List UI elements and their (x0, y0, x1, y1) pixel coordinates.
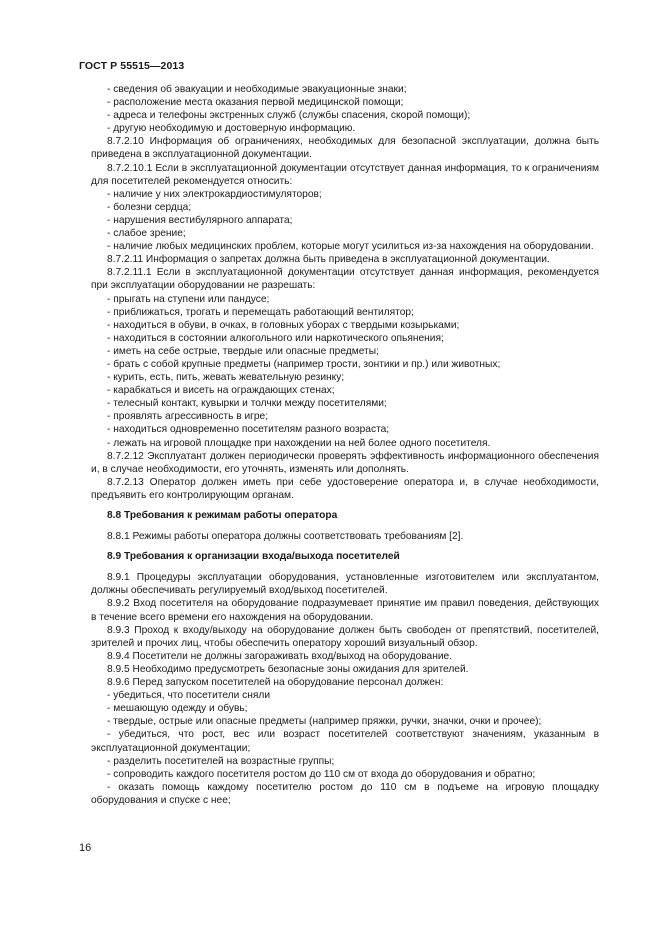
list-item: - наличие у них электрокардиостимуляторов; (107, 188, 322, 200)
section-heading: 8.9 Требования к организации входа/выхода посетителей (107, 551, 400, 563)
paragraph: 8.8.1 Режимы работы оператора должны соответствовать требованиям [2]. (107, 531, 464, 543)
list-item: - мешающую одежду и обувь; (107, 703, 248, 715)
list-item: - проявлять агрессивность в игре; (107, 411, 269, 423)
list-item: - другую необходимую и достоверную информацию. (107, 123, 356, 135)
list-item: - оказать помощь каждому посетителю ростом до 110 см в подъеме на игровую площадку оборудования и спуске с нее; (91, 781, 599, 806)
list-item: - сопроводить каждого посетителя ростом до 110 см от входа до оборудования и обратно; (107, 768, 536, 780)
list-item: - сведения об эвакуации и необходимые эвакуационные знаки; (107, 84, 407, 95)
paragraph: 8.7.2.10 Информация об ограничениях, необходимых для безопасной эксплуатации, должна быть приведена в эксплуатационной документации. (91, 136, 599, 161)
list-item: - наличие любых медицинских проблем, которые могут усилиться из-за нахождения на оборудовании. (107, 241, 594, 253)
paragraph: 8.9.2 Вход посетителя на оборудование подразумевает принятие им правил поведения, действующих в течение всего времени его нахождения на оборудовании. (91, 598, 599, 623)
list-item: - прыгать на ступени или пандусе; (107, 293, 270, 305)
paragraph: 8.7.2.10.1 Если в эксплуатационной документации отсутствует данная информация, то к ограничениям для посетителей рекомендуется относить: (91, 162, 599, 187)
list-item: - находиться в состоянии алкогольного или наркотического опьянения; (107, 332, 444, 344)
document-body (91, 83, 599, 807)
list-item: - иметь на себе острые, твердые или опасные предметы; (107, 345, 379, 357)
list-item: - адреса и телефоны экстренных служб (службы спасения, скорой помощи); (107, 110, 471, 122)
paragraph: 8.7.2.13 Оператор должен иметь при себе удостоверение оператора и, в случае необходимости, предъявить его контролирующим органам. (91, 476, 599, 501)
paragraph: 8.9.1 Процедуры эксплуатации оборудования, установленные изготовителем или эксплуатантом, должны обеспечивать регулируемый вход/выход посетителей. (91, 572, 599, 597)
list-item: - убедиться, что посетители сняли (107, 690, 271, 702)
paragraph: 8.9.4 Посетители не должны загораживать вход/выход на оборудование. (107, 650, 453, 662)
list-item: - расположение места оказания первой медицинской помощи; (107, 97, 404, 109)
page-number: 16 (79, 842, 92, 854)
list-item: - нарушения вестибулярного аппарата; (107, 214, 293, 226)
list-item: - брать с собой крупные предметы (например трости, зонтики и пр.) или животных; (107, 358, 501, 370)
list-item: - телесный контакт, кувырки и толчки между посетителями; (107, 398, 387, 410)
list-item: - разделить посетителей на возрастные группы; (107, 755, 335, 767)
paragraph: 8.9.6 Перед запуском посетителей на оборудование персонал должен: (107, 677, 444, 689)
list-item: - находиться одновременно посетителям разного возраста; (107, 424, 390, 436)
list-item: - лежать на игровой площадке при нахождении на ней более одного посетителя. (107, 437, 491, 449)
paragraph: 8.9.5 Необходимо предусмотреть безопасные зоны ожидания для зрителей. (107, 663, 469, 675)
list-item: - болезни сердца; (107, 201, 192, 213)
paragraph: 8.7.2.11 Информация о запретах должна быть приведена в эксплуатационной документации. (107, 254, 550, 266)
list-item: - убедиться, что рост, вес или возраст посетителей соответствуют значениям, указанным в эксплуатационной документации; (91, 729, 599, 754)
document-header: ГОСТ Р 55515—2013 (79, 60, 185, 72)
paragraph: 8.7.2.11.1 Если в эксплуатационной документации отсутствует данная информация, рекомендуется при эксплуатации оборудовании не разрешать: (91, 267, 599, 292)
list-item: - находиться в обуви, в очках, в головных уборах с твердыми козырьками; (107, 319, 460, 331)
paragraph: 8.9.3 Проход к входу/выходу на оборудование должен быть свободен от препятствий, посетителей, зрителей и прочих лиц, чтобы обеспечить оператору хороший визуальный обзор. (91, 624, 599, 649)
list-item: - слабое зрение; (107, 228, 186, 240)
list-item: - карабкаться и висеть на ограждающих стенах; (107, 385, 335, 397)
paragraph: 8.7.2.12 Эксплуатант должен периодически проверять эффективность информационного обеспечения и, в случае необходимости, его уточнять, изменять или дополнять. (91, 450, 599, 475)
list-item: - курить, есть, пить, жевать жевательную резинку; (107, 372, 345, 384)
list-item: - твердые, острые или опасные предметы (например пряжки, ручки, значки, очки и прочее); (107, 716, 542, 728)
list-item: - приближаться, трогать и перемещать работающий вентилятор; (107, 306, 414, 318)
section-heading: 8.8 Требования к режимам работы оператора (107, 510, 338, 521)
